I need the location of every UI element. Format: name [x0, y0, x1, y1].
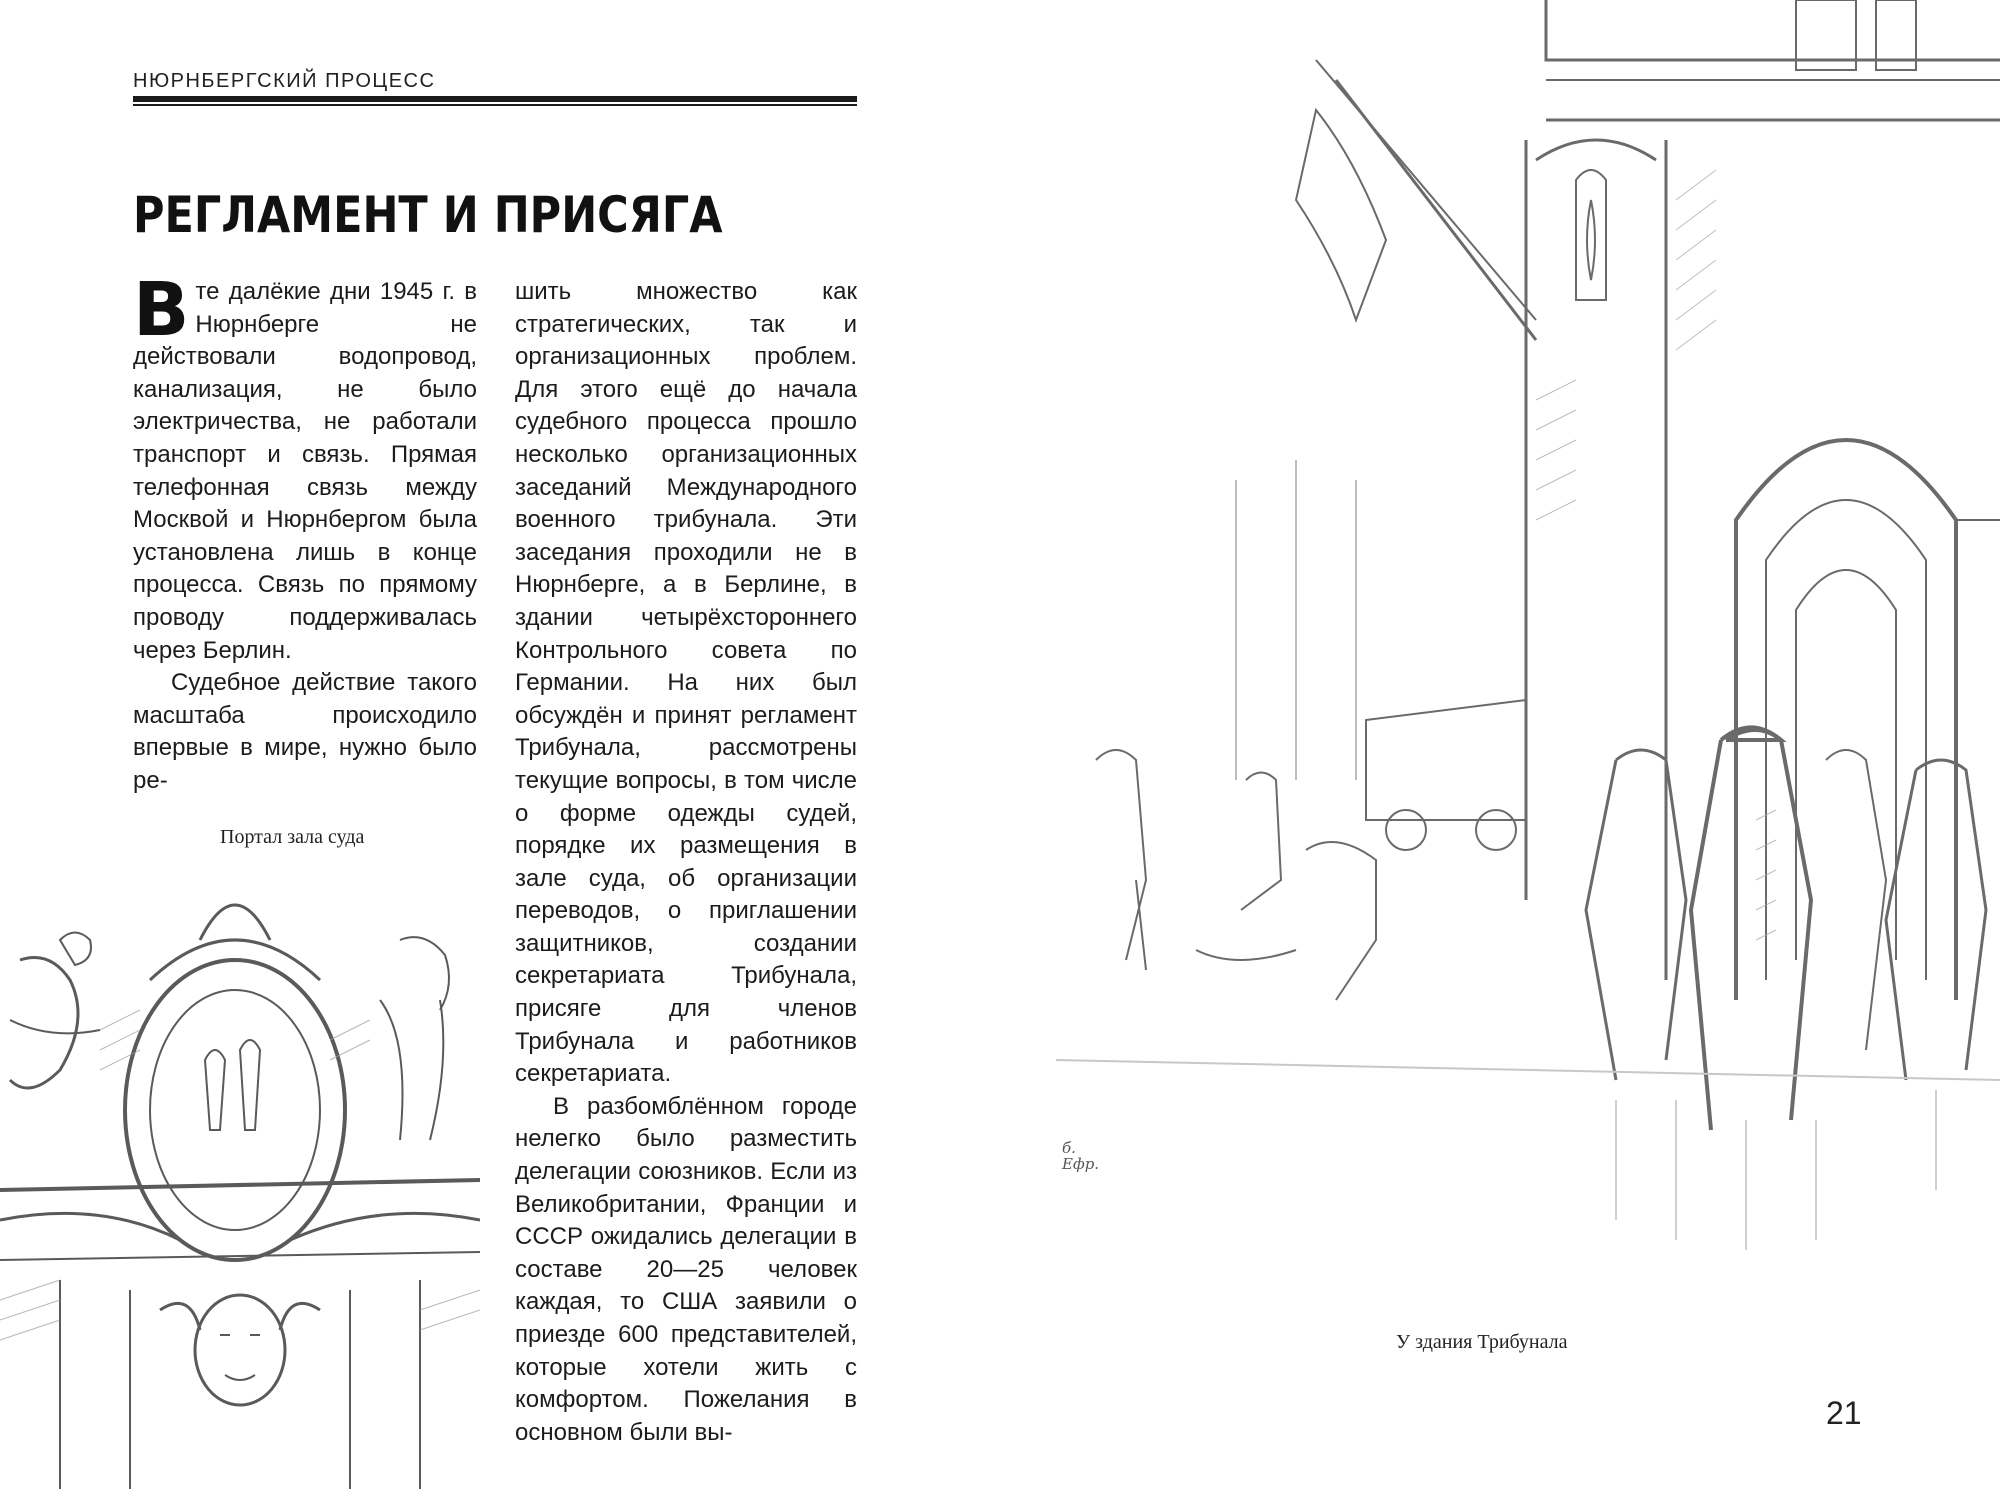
paragraph-3: шить множество как стратегических, так и организационных проблем. Для этого ещё до начала судебного процесса прошло несколько организационных заседаний Международного военного трибунала. Эти заседания проходили не в Нюрнберге, а в Берлине, в здании четырёхстороннего Контрольного совета по Германии. На них был обсуждён и принят регламент Трибунала, рассмотрены текущие вопросы, в том числе о форме одежды судей, порядке их размещения в зале суда, об организации переводов, о приглашении защитников, создании секретариата Трибунала, присяге для членов Трибунала и работников секретариата. — [515, 278, 857, 1088]
text-column-right — [515, 276, 857, 1449]
paragraph-4: В разбомблённом городе нелегко было разместить делегации союзников. Если из Великобритании, Франции и СССР ожидались делегации в составе 20—25 человек каждая, то США заявили о приезде 600 представителей, которые хотели жить с комфортом. Пожелания в основном были вы- — [515, 1092, 857, 1446]
drop-cap: В — [133, 267, 190, 353]
portal-sketch-illustration — [0, 880, 480, 1489]
tribunal-sketch-svg — [1056, 0, 2000, 1290]
paragraph-2: Судебное действие такого масштаба происходило впервые в мире, нужно было ре- — [133, 669, 477, 794]
page-number: 21 — [1826, 1395, 1862, 1431]
portal-sketch-svg — [0, 880, 480, 1489]
paragraph-1-text: те далёкие дни 1945 г. в Нюрнберге не действовали водопровод, канализация, не было электричества, не работали транспорт и связь. Прямая телефонная связь между Москвой и Нюрнбергом была установлена лишь в конце процесса. Связь по прямому проводу поддерживалась через Берлин. — [133, 278, 477, 664]
running-header: НЮРНБЕРГСКИЙ ПРОЦЕСС — [133, 70, 436, 92]
caption-tribunal: У здания Трибунала — [1396, 1331, 1568, 1353]
artist-signature: б. Ефр. — [1062, 1139, 1100, 1173]
tribunal-sketch-illustration — [1056, 0, 2000, 1290]
header-rule — [133, 96, 857, 102]
header-rule-thin — [133, 104, 857, 106]
paragraph-1 — [133, 267, 477, 667]
caption-portal: Портал зала суда — [220, 826, 365, 848]
chapter-title: РЕГЛАМЕНТ И ПРИСЯГА — [133, 186, 723, 244]
text-column-left — [133, 267, 477, 798]
